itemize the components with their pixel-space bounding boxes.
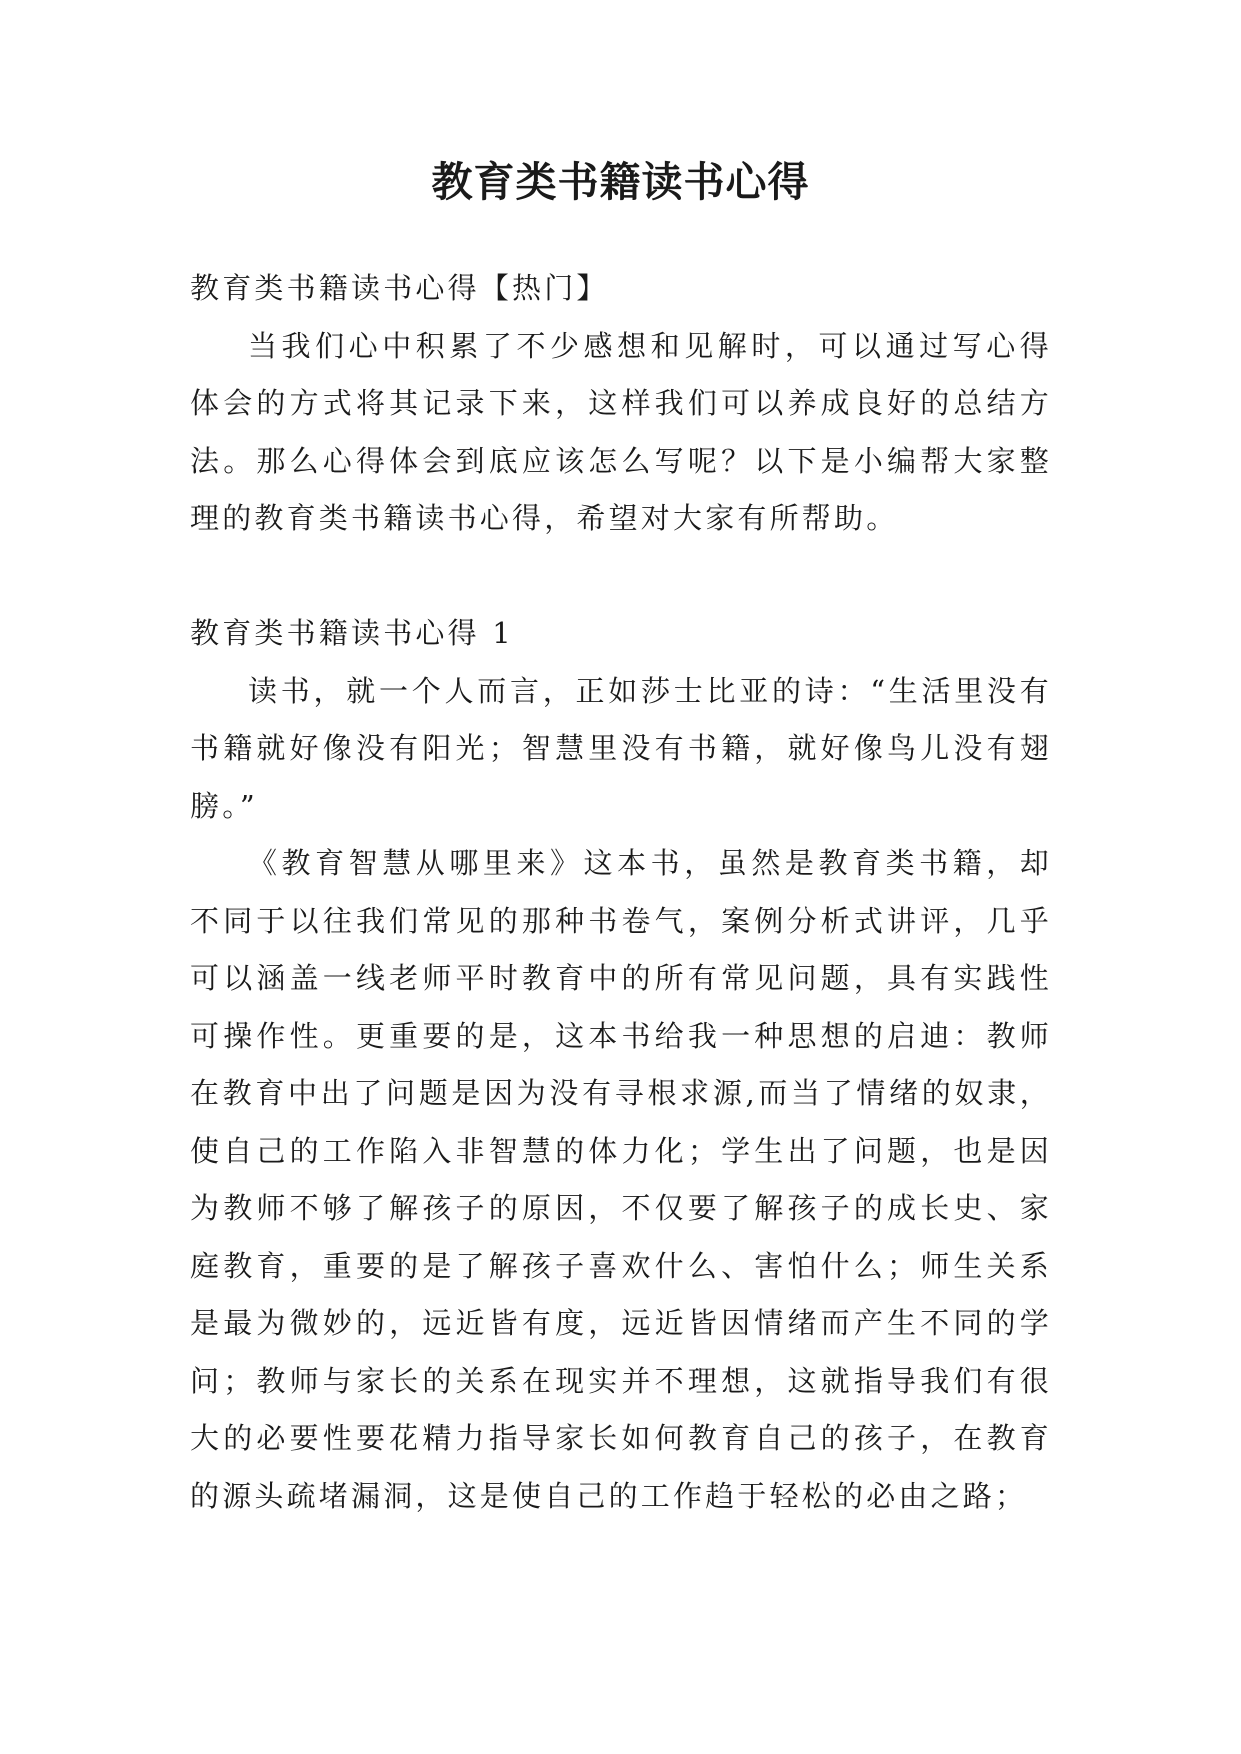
document-title: 教育类书籍读书心得 [431,158,810,206]
document-body [190,260,1052,1525]
section-1-heading: 教育类书籍读书心得 1 [190,616,514,650]
section-1-paragraph-1: 读书，就一个人而言，正如莎士比亚的诗：“生活里没有书籍就好像没有阳光；智慧里没有书籍，就好像鸟儿没有翅膀。” [190,673,1052,823]
section-spacer [190,548,1052,606]
subtitle-heading: 教育类书籍读书心得【热门】 [190,271,609,305]
intro-paragraph: 当我们心中积累了不少感想和见解时，可以通过写心得体会的方式将其记录下来，这样我们可以养成良好的总结方法。那么心得体会到底应该怎么写呢？以下是小编帮大家整理的教育类书籍读书心得，希望对大家有所帮助。 [190,328,1052,535]
section-1-paragraph-2: 《教育智慧从哪里来》这本书，虽然是教育类书籍，却不同于以往我们常见的那种书卷气，案例分析式讲评，几乎可以涵盖一线老师平时教育中的所有常见问题，具有实践性可操作性。更重要的是，这本书给我一种思想的启迪：教师在教育中出了问题是因为没有寻根求源,而当了情绪的奴隶，使自己的工作陷入非智慧的体力化；学生出了问题，也是因为教师不够了解孩子的原因，不仅要了解孩子的成长史、家庭教育，重要的是了解孩子喜欢什么、害怕什么；师生关系是最为微妙的，远近皆有度，远近皆因情绪而产生不同的学问；教师与家长的关系在现实并不理想，这就指导我们有很大的必要性要花精力指导家长如何教育自己的孩子，在教育的源头疏堵漏洞，这是使自己的工作趋于轻松的必由之路； [190,846,1052,1513]
